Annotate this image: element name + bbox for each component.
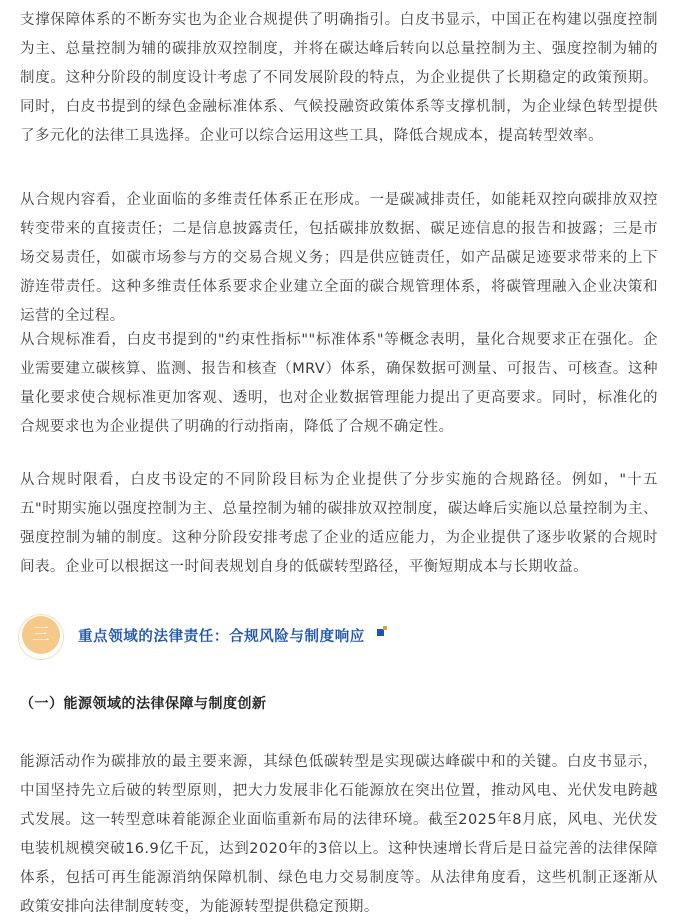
paragraph-compliance-content: 从合规内容看，企业面临的多维责任体系正在形成。一是碳减排责任，如能耗双控向碳排放双控转变带来的直接责任；二是信息披露责任，包括碳排放数据、碳足迹信息的报告和披露；三是市场交易责任，如碳市场参与方的交易合规义务；四是供应链责任，如产品碳足迹要求带来的上下游连带责任。这种多维责任体系要求企业建立全面的碳合规管理体系，将碳管理融入企业决策和运营的全过程。 xyxy=(20,192,658,324)
paragraph-compliance-standards: 从合规标准看，白皮书提到的"约束性指标""标准体系"等概念表明，量化合规要求正在强化。企业需要建立碳核算、监测、报告和核查（MRV）体系，确保数据可测量、可报告、可核查。这种量化要求使合规标准更加客观、透明，也对企业数据管理能力提出了更高要求。同时，标准化的合规要求也为企业提供了明确的行动指南，降低了合规不确定性。 xyxy=(20,332,658,435)
section-header xyxy=(20,612,660,662)
paragraph-energy-sector: 能源活动作为碳排放的最主要来源，其绿色低碳转型是实现碳达峰碳中和的关键。白皮书显示，中国坚持先立后破的转型原则，把大力发展非化石能源放在突出位置，推动风电、光伏发电跨越式发展。这一转型意味着能源企业面临重新布局的法律环境。截至2025年8月底，风电、光伏发电装机规模突破16.9亿千瓦，达到2020年的3倍以上。这种快速增长背后是日益完善的法律保障体系，包括可再生能源消纳保障机制、绿色电力交易制度等。从法律角度看，这些机制正逐渐从政策安排向法律制度转变，为能源转型提供稳定预期。 xyxy=(20,754,658,915)
section-title: 重点领域的法律责任：合规风险与制度响应 xyxy=(78,629,365,645)
square-accent-orange xyxy=(383,626,387,630)
subsection-title: （一）能源领域的法律保障与制度创新 xyxy=(20,696,267,712)
paragraph-support-system: 支撑保障体系的不断夯实也为企业合规提供了明确指引。白皮书显示，中国正在构建以强度控制为主、总量控制为辅的碳排放双控制度，并将在碳达峰后转向以总量控制为主、强度控制为辅的制度。这种分阶段的制度设计考虑了不同发展阶段的特点，为企业提供了长期稳定的政策预期。同时，白皮书提到的绿色金融标准体系、气候投融资政策体系等支撑机制，为企业绿色转型提供了多元化的法律工具选择。企业可以综合运用这些工具，降低合规成本，提高转型效率。 xyxy=(20,12,658,144)
square-accent-blue xyxy=(377,629,384,636)
section-number-badge xyxy=(22,616,60,654)
square-accent-icon xyxy=(377,626,387,636)
section-number: 三 xyxy=(32,625,50,645)
paragraph-compliance-timeline: 从合规时限看，白皮书设定的不同阶段目标为企业提供了分步实施的合规路径。例如，"十五五"时期实施以强度控制为主、总量控制为辅的碳排放双控制度，碳达峰后实施以总量控制为主、强度控制为辅的制度。这种分阶段安排考虑了企业的适应能力，为企业提供了逐步收紧的合规时间表。企业可以根据这一时间表规划自身的低碳转型路径，平衡短期成本与长期收益。 xyxy=(20,472,658,575)
